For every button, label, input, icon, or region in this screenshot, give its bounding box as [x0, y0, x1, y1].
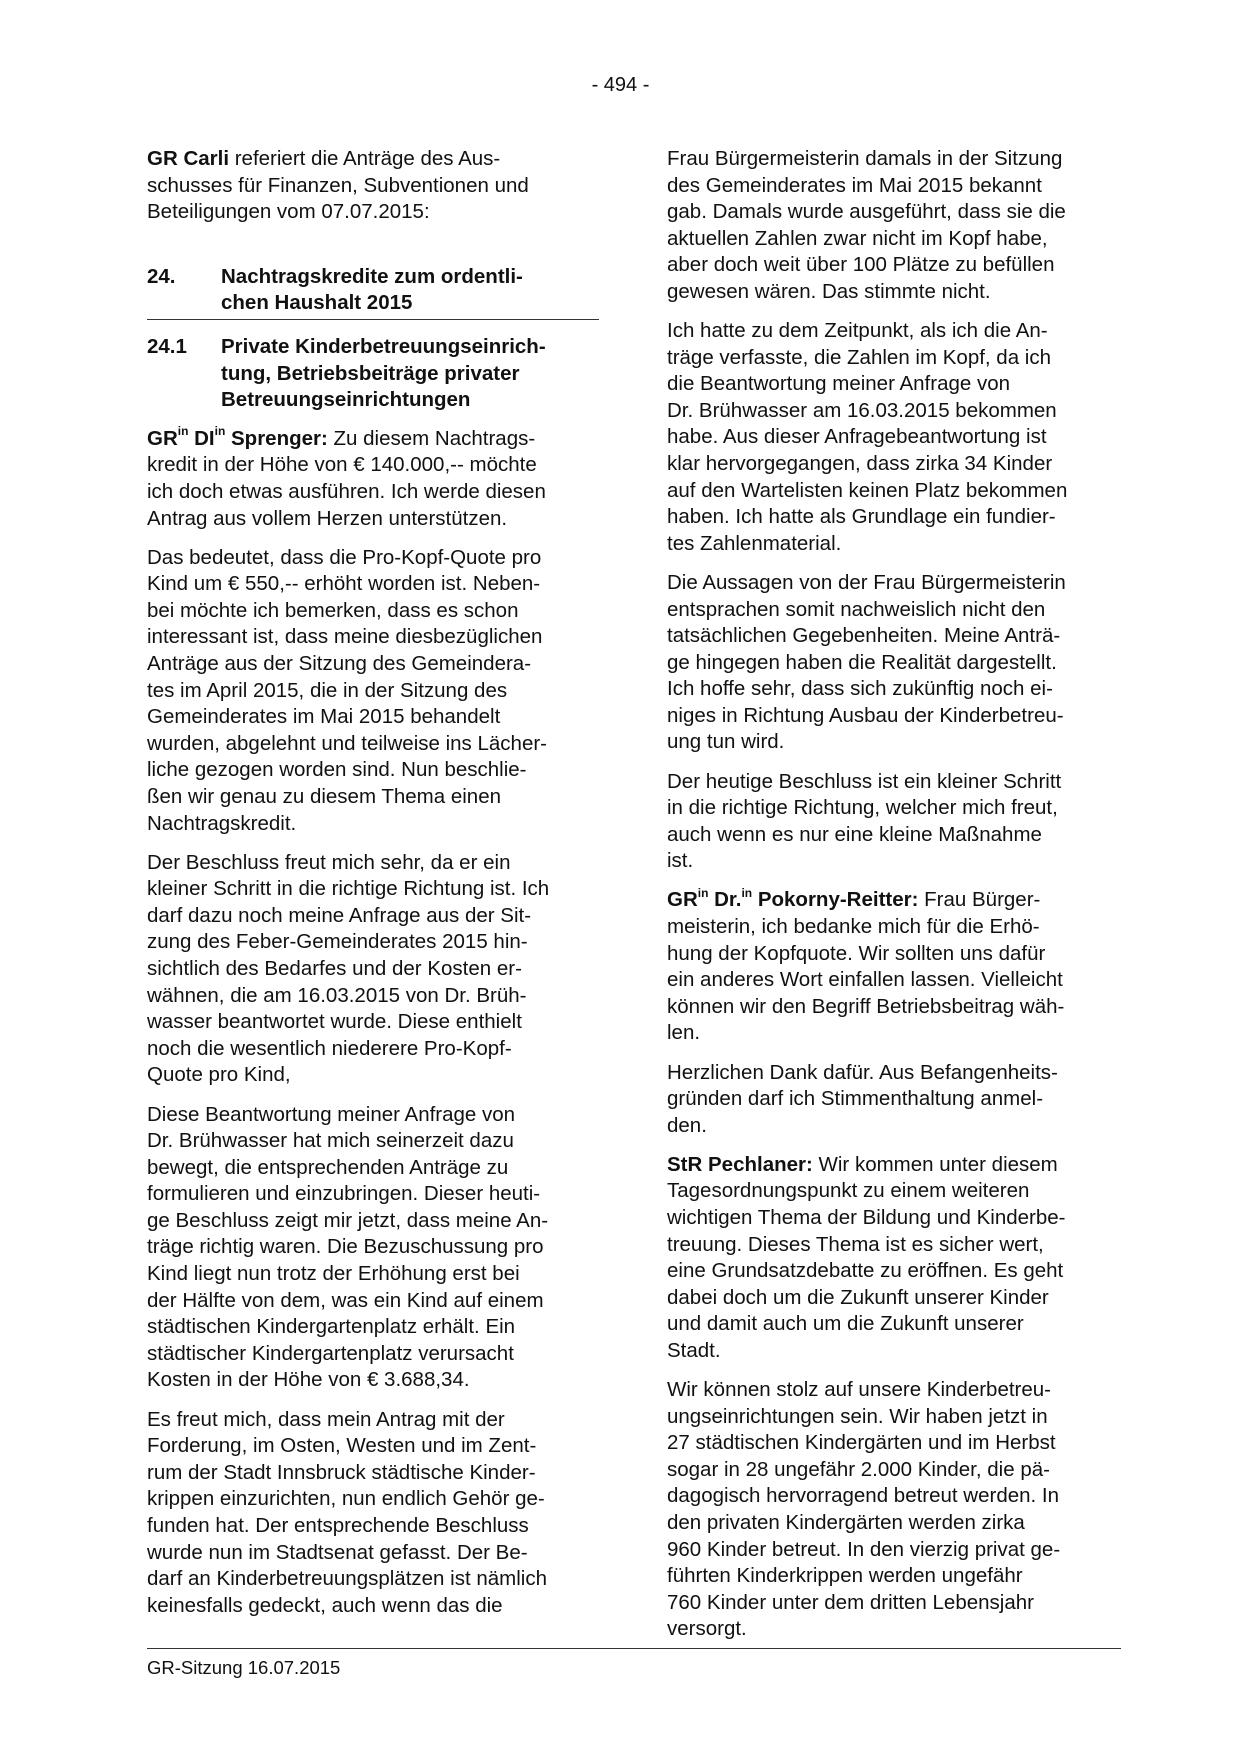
paragraph	[667, 769, 1119, 875]
text-line: auf den Wartelisten keinen Platz bekommen	[667, 478, 1068, 502]
text-line: Kosten in der Höhe von € 3.688,34.	[147, 1368, 470, 1392]
text-line: Quote pro Kind,	[147, 1063, 291, 1087]
text-line: Ich hatte zu dem Zeitpunkt, als ich die An-	[667, 319, 1048, 343]
text-line: Kind liegt nun trotz der Erhöhung erst bei	[147, 1262, 520, 1286]
text-line: aber doch weit über 100 Plätze zu befüllen	[667, 253, 1055, 277]
text-line: Der Beschluss freut mich sehr, da er ein	[147, 850, 511, 874]
paragraph	[147, 545, 599, 838]
text-line: Wir können stolz auf unsere Kinderbetreu-	[667, 1378, 1052, 1402]
speech-sprenger: $GR^{in}$ $DI^{in}$ Sprenger: Zu diesem Nachtrags- kredit in der Höhe von € 140.000,-- möchte ich doch etwas ausführen. Ich werde diesen Antrag aus vollem Herzen unterstützen.	[147, 423, 546, 530]
text-line: gab. Damals wurde ausgeführt, dass sie die	[667, 200, 1066, 224]
text-line: Der heutige Beschluss ist ein kleiner Schritt	[667, 769, 1062, 793]
footer-session-label: GR-Sitzung 16.07.2015	[147, 1657, 341, 1678]
speaker-name: GR Carli	[147, 147, 230, 170]
text-line: Diese Beantwortung meiner Anfrage von	[147, 1102, 516, 1126]
text-line: aktuellen Zahlen zwar nicht im Kopf habe,	[667, 226, 1048, 250]
text-line: versorgt.	[667, 1617, 747, 1641]
paragraph	[147, 1407, 599, 1620]
text-line: habe. Aus dieser Anfragebeantwortung ist	[667, 425, 1047, 449]
page-number: - 494 -	[591, 74, 650, 96]
text-line: 760 Kinder unter dem dritten Lebensjahr	[667, 1590, 1034, 1614]
paragraph	[667, 318, 1119, 557]
text-line: gründen darf ich Stimmenthaltung anmel-	[667, 1087, 1044, 1111]
text-line: krippen einzurichten, nun endlich Gehör ge-	[147, 1487, 545, 1511]
text-line: rum der Stadt Innsbruck städtische Kinder-	[147, 1460, 536, 1484]
text-line: ist.	[667, 849, 694, 873]
text-line: tatsächlichen Gegebenheiten. Meine Anträ-	[667, 624, 1061, 648]
text-line: darf dazu noch meine Anfrage aus der Sit-	[147, 903, 532, 927]
text-line: städtischen Kindergartenplatz erhält. Ein	[147, 1315, 516, 1339]
text-line: der Hälfte von dem, was ein Kind auf einem	[147, 1288, 544, 1312]
text-line: wähnen, die am 16.03.2015 von Dr. Brüh-	[147, 983, 527, 1007]
text-line: Das bedeutet, dass die Pro-Kopf-Quote pro	[147, 545, 542, 569]
text-line: dagogisch hervorragend betreut werden. In	[667, 1484, 1060, 1508]
speaker-name: $GR^{in}$ Dr.$^{in}$ Pokorny-Reitter:	[667, 885, 919, 912]
paragraph	[667, 146, 1119, 306]
text-line: tes im April 2015, die in der Sitzung des	[147, 678, 508, 702]
footer-divider	[147, 1648, 1121, 1649]
text-line: Gemeinderates im Mai 2015 behandelt	[147, 705, 501, 729]
text-line: zung des Feber-Gemeinderates 2015 hin-	[147, 930, 528, 954]
agenda-heading-24-1: 24.1 Private Kinderbetreuungseinrich- tung, Betriebsbeiträge privater Betreuungseinrichtungen	[147, 334, 546, 412]
text-line: 960 Kinder betreut. In den vierzig privat ge-	[667, 1537, 1061, 1561]
text-line: ungseinrichtungen sein. Wir haben jetzt in	[667, 1404, 1048, 1428]
text-line: städtischer Kindergartenplatz verursacht	[147, 1341, 514, 1365]
text-line: noch die wesentlich niederere Pro-Kopf-	[147, 1036, 512, 1060]
paragraph	[147, 1102, 599, 1395]
text-line: darf an Kinderbetreuungsplätzen ist nämlich	[147, 1567, 547, 1591]
text-line: Kind um € 550,-- erhöht worden ist. Neben-	[147, 572, 541, 596]
text-line: träge verfasste, die Zahlen im Kopf, da ich	[667, 345, 1052, 369]
right-column	[667, 146, 1119, 1655]
text-line: den.	[667, 1113, 707, 1137]
speaker-name: StR Pechlaner:	[667, 1152, 813, 1176]
text-line: auch wenn es nur eine kleine Maßnahme	[667, 822, 1042, 846]
text-line: formulieren und einzubringen. Dieser heuti-	[147, 1182, 541, 1206]
text-line: Dr. Brühwasser hat mich seinerzeit dazu	[147, 1129, 514, 1153]
text-line: bewegt, die entsprechenden Anträge zu	[147, 1155, 509, 1179]
text-line: wurde nun im Stadtsenat gefasst. Der Be-	[147, 1540, 528, 1564]
text-line: Es freut mich, dass mein Antrag mit der	[147, 1407, 505, 1431]
text-line: bei möchte ich bemerken, dass es schon	[147, 598, 519, 622]
paragraph	[667, 1060, 1119, 1140]
left-column	[147, 146, 599, 1632]
text-line: tes Zahlenmaterial.	[667, 531, 842, 555]
text-line: Frau Bürgermeisterin damals in der Sitzung	[667, 147, 1063, 170]
text-line: gewesen wären. Das stimmte nicht.	[667, 279, 991, 303]
text-line: Die Aussagen von der Frau Bürgermeisterin	[667, 570, 1066, 594]
text-line: sichtlich des Bedarfes und der Kosten er-	[147, 957, 522, 981]
paragraph	[147, 850, 599, 1089]
text-line: niges in Richtung Ausbau der Kinderbetreu-	[667, 703, 1064, 727]
text-line: wasser beantwortet wurde. Diese enthielt	[147, 1010, 522, 1034]
paragraph	[667, 570, 1119, 756]
text-line: ge Beschluss zeigt mir jetzt, dass meine An-	[147, 1208, 549, 1232]
text-line: liche gezogen worden sind. Nun beschlie-	[147, 758, 527, 782]
intro-paragraph: GR Carli referiert die Anträge des Aus- schusses für Finanzen, Subventionen und Beteiligungen vom 07.07.2015:	[147, 147, 529, 224]
text-line: Anträge aus der Sitzung des Gemeindera-	[147, 652, 532, 675]
text-line: Herzlichen Dank dafür. Aus Befangenheits-	[667, 1060, 1058, 1084]
text-line: sogar in 28 ungefähr 2.000 Kinder, die pä-	[667, 1457, 1050, 1481]
agenda-heading-24: 24. Nachtragskredite zum ordentli- chen Haushalt 2015	[147, 264, 523, 315]
text-line: Forderung, im Osten, Westen und im Zent-	[147, 1434, 537, 1458]
paragraph	[667, 1377, 1119, 1643]
text-line: des Gemeinderates im Mai 2015 bekannt	[667, 173, 1042, 197]
text-line: interessant ist, dass meine diesbezüglichen	[147, 625, 543, 649]
text-line: ge hingegen haben die Realität dargestellt.	[667, 650, 1057, 674]
text-line: ung tun wird.	[667, 730, 785, 754]
speech-pechlaner: StR Pechlaner: Wir kommen unter diesem Tagesordnungspunkt zu einem weiteren wichtigen Thema der Bildung und Kinderbe- treuung. Dieses Thema ist es sicher wert, eine Grundsatzdebatte zu eröffnen. Es geht dabei doch um die Zukunft unserer Kinder und damit auch um die Zukunft unserer Stadt.	[667, 1152, 1066, 1362]
text-line: Ich hoffe sehr, dass sich zukünftig noch ei-	[667, 677, 1053, 701]
text-line: keinesfalls gedeckt, auch wenn das die	[147, 1593, 503, 1617]
text-line: kleiner Schritt in die richtige Richtung ist. Ich	[147, 877, 550, 901]
speech-pokorny-reitter: $GR^{in}$ Dr.$^{in}$ Pokorny-Reitter: Frau Bürger- meisterin, ich bedanke mich für die Erhö- hung der Kopfquote. Wir sollten uns dafür ein anderes Wort einfallen lassen. Vielleicht können wir den Begriff Betriebsbeitrag wäh- len.	[667, 885, 1065, 1045]
speaker-name: $GR^{in}$ $DI^{in}$ Sprenger:	[147, 423, 328, 450]
text-line: in die richtige Richtung, welcher mich freut,	[667, 796, 1058, 820]
text-line: funden hat. Der entsprechende Beschluss	[147, 1513, 529, 1537]
text-line: träge richtig waren. Die Bezuschussung pro	[147, 1235, 544, 1259]
text-line: den privaten Kindergärten werden zirka	[667, 1511, 1025, 1534]
text-line: 27 städtischen Kindergärten und im Herbst	[667, 1431, 1056, 1455]
text-line: die Beantwortung meiner Anfrage von	[667, 372, 1011, 396]
heading-divider	[147, 319, 599, 320]
text-line: haben. Ich hatte als Grundlage ein fundier-	[667, 505, 1056, 529]
text-line: führten Kinderkrippen werden ungefähr	[667, 1564, 1023, 1588]
text-line: wurden, abgelehnt und teilweise ins Lächer-	[147, 731, 548, 755]
text-line: ßen wir genau zu diesem Thema einen	[147, 784, 502, 808]
text-line: entsprachen somit nachweislich nicht den	[667, 597, 1046, 621]
text-line: klar hervorgegangen, dass zirka 34 Kinder	[667, 452, 1053, 476]
text-line: Nachtragskredit.	[147, 811, 297, 835]
text-line: Dr. Brühwasser am 16.03.2015 bekommen	[667, 398, 1057, 422]
